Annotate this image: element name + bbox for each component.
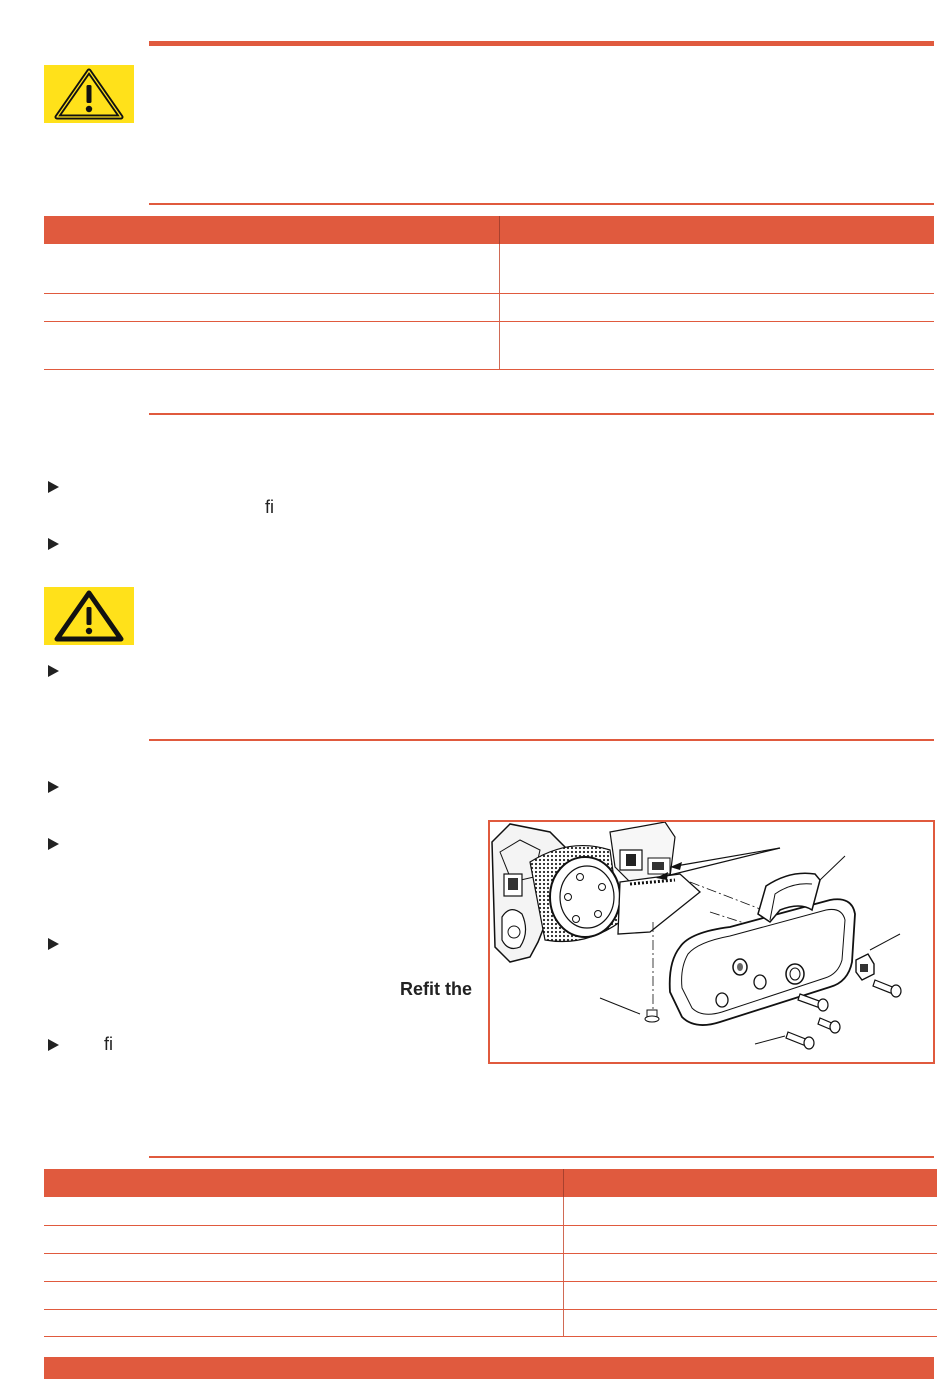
warning-box-1 (44, 65, 134, 123)
refit-label: Refit the (400, 979, 472, 999)
engine-cover-illustration (490, 822, 933, 1062)
top-divider (149, 41, 934, 46)
table-1-col-divider (499, 244, 500, 370)
table-2-row-line (44, 1253, 937, 1254)
triangle-bullet-icon (48, 538, 59, 550)
table-1-row-line (44, 369, 934, 370)
table-2-col-divider-header (563, 1169, 564, 1197)
table-1-row-line (44, 293, 934, 294)
table-1-col-divider-header (499, 216, 500, 244)
footer-bar (44, 1357, 934, 1379)
table-2 (44, 1169, 937, 1337)
triangle-bullet-icon (48, 665, 59, 677)
triangle-bullet-icon (48, 838, 59, 850)
table-2-row-line (44, 1336, 937, 1337)
section-divider-2 (149, 413, 934, 415)
section-divider-3 (149, 739, 934, 741)
triangle-bullet-icon (48, 938, 59, 950)
table-1-header (44, 216, 934, 244)
inline-ligature-text: fi (265, 497, 274, 517)
warning-box-2 (44, 587, 134, 645)
table-2-row-line (44, 1281, 937, 1282)
triangle-bullet-icon (48, 481, 59, 493)
inline-ligature-text: fi (104, 1034, 113, 1054)
triangle-bullet-icon (48, 1039, 59, 1051)
section-divider-4 (149, 1156, 934, 1158)
table-2-col-divider (563, 1197, 564, 1337)
warning-triangle-icon (44, 65, 134, 123)
table-2-row-line (44, 1225, 937, 1226)
warning-triangle-icon (44, 587, 134, 645)
table-1-row-line (44, 321, 934, 322)
table-2-row-line (44, 1309, 937, 1310)
section-divider-1 (149, 203, 934, 205)
triangle-bullet-icon (48, 781, 59, 793)
table-1 (44, 216, 934, 370)
assembly-figure (488, 820, 935, 1064)
table-2-header (44, 1169, 937, 1197)
